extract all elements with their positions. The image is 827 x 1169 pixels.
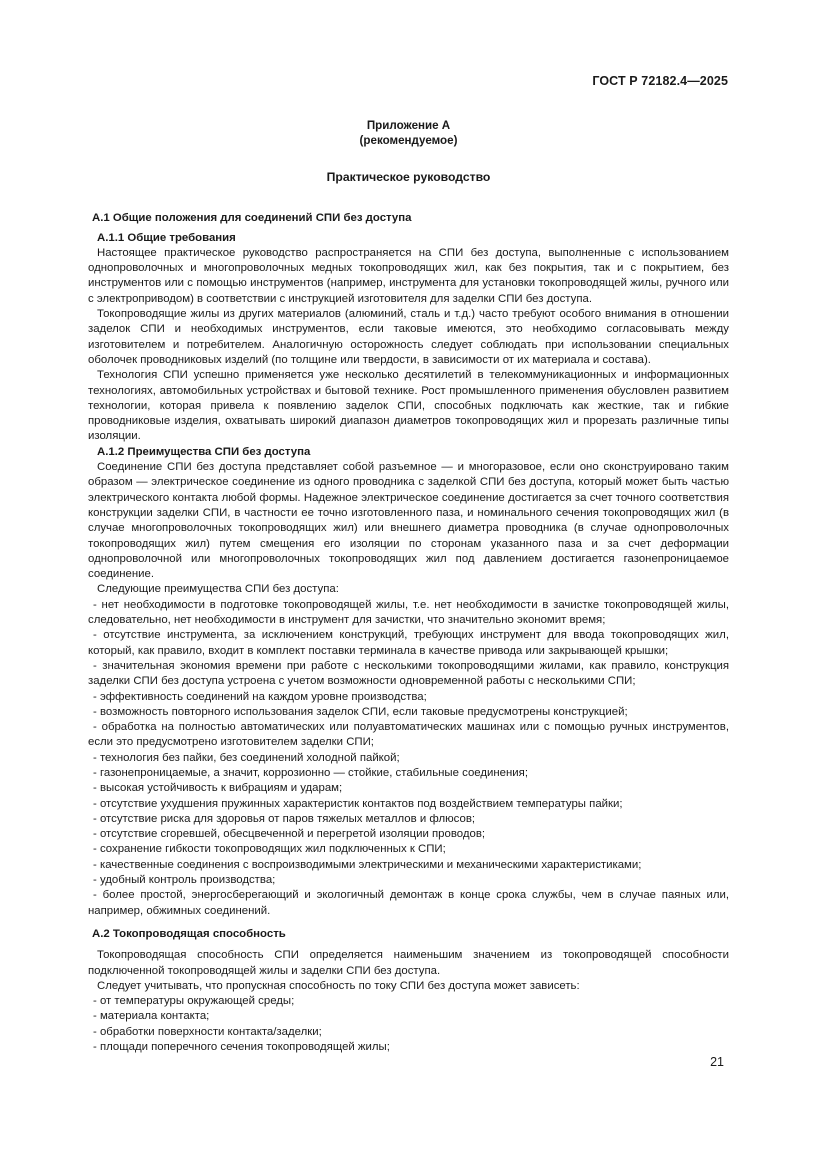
list-item: - технология без пайки, без соединений холодной пайкой; [88,751,729,766]
paragraph: Технология СПИ успешно применяется уже несколько десятилетий в телекоммуникационных и информационных технологиях, автомобильных устройствах и бытовой технике. Рост промышленного применения обусловлен развитием технологии, которая привела к появлению заделок СПИ, способных подключать как жесткие, так и гибкие проводниковые изделия, охватывать широкий диапазон диаметров токопроводящих жил и прорезать различные типы изоляции. [88,369,729,443]
list-item: - отсутствие ухудшения пружинных характеристик контактов под воздействием температуры пайки; [88,797,729,812]
list-item: - высокая устойчивость к вибрациям и ударам; [88,781,729,796]
section-a12-heading: А.1.2 Преимущества СПИ без доступа [97,445,311,458]
paragraph: Следует учитывать, что пропускная способность по току СПИ без доступа может зависеть: [97,979,580,992]
list-item: - газонепроницаемые, а значит, коррозионно — стойкие, стабильные соединения; [88,766,729,781]
list-item: - значительная экономия времени при работе с несколькими токопроводящими жилами, как правило, конструкция заделки СПИ без доступа устроена с учетом возможности одновременной работы с несколькими СПИ; [88,659,729,690]
list-item: - более простой, энергосберегающий и экологичный демонтаж в конце срока службы, чем в случае паяных или, например, обжимных соединений. [88,888,729,919]
document-title: Практическое руководство [326,170,491,184]
list-item: - возможность повторного использования заделок СПИ, если таковые предусмотрены конструкцией; [88,705,729,720]
list-item: - удобный контроль производства; [88,873,729,888]
list-item: - от температуры окружающей среды; [88,994,729,1009]
list-item: - нет необходимости в подготовке токопроводящей жилы, т.е. нет необходимости в зачистке токопроводящей жилы, следовательно, нет необходимости в инструмент для зачистки, что значительно экономит время; [88,598,729,629]
list-item: - отсутствие инструмента, за исключением конструкций, требующих инструмент для ввода токопроводящих жил, который, как правило, входит в комплект поставки терминала в качестве привода или закрывающей крышки; [88,628,729,659]
page-content [88,118,729,1055]
list-item: - эффективность соединений на каждом уровне производства; [88,690,729,705]
list-item: - качественные соединения с воспроизводимыми электрическими и механическими характеристиками; [88,858,729,873]
paragraph: Соединение СПИ без доступа представляет собой разъемное — и многоразовое, если оно сконструировано таким образом — электрическое соединение из одного проводника с заделкой СПИ без доступа, который может быть частью электрического контакта любой формы. Надежное электрическое соединение достигается за счет точного соответствия конструкции заделки СПИ, в частности ее точно изготовленного паза, и номинального сечения токопроводящих жил (в случае многопроволочных токопроводящих жил) или внешнего диаметра проводника (в случае однопроволочных токопроводящих жил) путем смещения его изоляции по сторонам указанного паза и за счет деформации однопроволочной или многопроволочных токопроводящих жил под давлением достигается газонепроницаемое соединение. [88,461,729,581]
section-a11-heading: А.1.1 Общие требования [97,231,236,244]
list-item: - обработки поверхности контакта/заделки; [88,1025,729,1040]
paragraph: Следующие преимущества СПИ без доступа: [97,583,339,596]
annex-title: Приложение А [366,119,451,132]
section-a1-heading: А.1 Общие положения для соединений СПИ без доступа [92,212,412,225]
list-item: - материала контакта; [88,1009,729,1024]
list-item: - сохранение гибкости токопроводящих жил подключенных к СПИ; [88,842,729,857]
paragraph: Токопроводящая способность СПИ определяется наименьшим значением из токопроводящей способности подключенной токопроводящей жилы и заделки СПИ без доступа. [88,949,729,977]
standard-code: ГОСТ Р 72182.4—2025 [592,74,728,88]
list-item: - площади поперечного сечения токопроводящей жилы; [88,1040,729,1055]
annex-type: (рекомендуемое) [359,134,458,147]
section-a2-heading: А.2 Токопроводящая способность [92,927,286,940]
page-number: 21 [710,1055,724,1069]
paragraph: Токопроводящие жилы из других материалов (алюминий, сталь и т.д.) часто требуют особого внимания в отношении заделок СПИ и необходимых инструментов, если таковые имеются, это необходимо согласовывать между изготовителем и потребителем. Аналогичную осторожность следует соблюдать при использовании специальных оболочек проводниковых изделий (по толщине или твердости, в зависимости от их материала и состава). [88,308,729,366]
paragraph: Настоящее практическое руководство распространяется на СПИ без доступа, выполненные с использованием однопроволочных и многопроволочных медных токопроводящих жил, как без покрытия, так и с покрытием, без инструментов или с помощью инструментов (например, инструмента для установки токопроводящей жилы, ручного или с электроприводом) в соответствии с инструкцией изготовителя для заделки СПИ без доступа. [88,246,729,305]
list-item: - отсутствие риска для здоровья от паров тяжелых металлов и флюсов; [88,812,729,827]
list-item: - обработка на полностью автоматических или полуавтоматических машинах или с помощью ручных инструментов, если это предусмотрено изготовителем заделки СПИ; [88,720,729,751]
list-item: - отсутствие сгоревшей, обесцвеченной и перегретой изоляции проводов; [88,827,729,842]
